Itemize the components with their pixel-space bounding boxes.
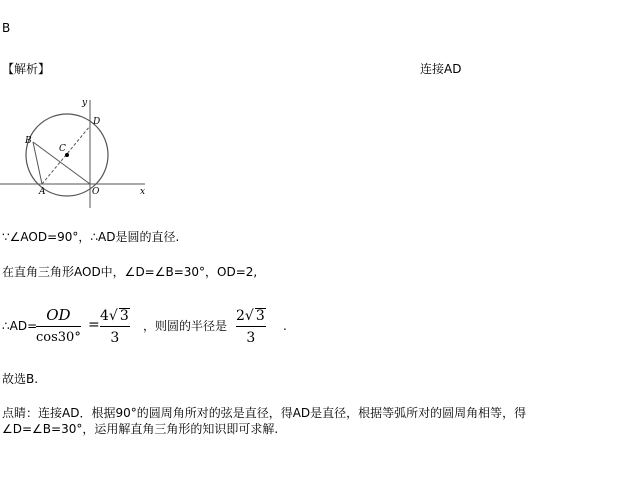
fraction-2-radicand: 3 <box>119 308 129 324</box>
segment-ab <box>33 142 42 184</box>
answer-letter: B <box>2 21 11 35</box>
connect-ad-note: 连接AD <box>420 62 462 76</box>
label-c: C <box>59 144 66 154</box>
radius-phrase: ，则圆的半径是 <box>143 319 228 333</box>
fraction-4root3-over-3 <box>100 308 130 345</box>
key-point-line-1: 点睛：连接AD．根据90°的圆周角所对的弦是直径，得AD是直径，根据等弧所对的圆周角相等，得 <box>2 406 527 420</box>
equals-sign: = <box>88 317 100 333</box>
label-o: O <box>92 187 100 197</box>
reason-line-2: 在直角三角形AOD中，∠D=∠B=30°，OD=2, <box>2 265 258 279</box>
fraction-1-denominator: cos30° <box>36 330 81 345</box>
label-a: A <box>39 187 46 197</box>
fraction-3-coefficient: 2 <box>236 308 245 324</box>
label-x: x <box>140 187 146 197</box>
fraction-3-denominator: 3 <box>246 330 256 346</box>
ad-formula-prefix: ∴AD= <box>2 319 38 333</box>
fraction-1-numerator: OD <box>46 306 71 324</box>
formula-period: . <box>283 319 287 333</box>
fraction-3-numerator: 2√ 3 <box>236 308 265 324</box>
choose-answer-line: 故选B. <box>2 372 39 386</box>
analysis-header: 【解析】 <box>2 62 51 76</box>
reason-line-1: ∵∠AOD=90°，∴AD是圆的直径. <box>2 230 180 244</box>
key-point-line-2: ∠D=∠B=30°，运用解直角三角形的知识即可求解. <box>2 422 279 436</box>
fraction-2-coefficient: 4 <box>100 308 109 324</box>
label-y: y <box>82 98 88 108</box>
fraction-2-numerator: 4√ 3 <box>100 308 129 324</box>
circle-figure <box>0 96 160 211</box>
fraction-3-radicand: 3 <box>255 308 265 324</box>
fraction-2-denominator: 3 <box>110 330 120 346</box>
fraction-2root3-over-3 <box>236 308 266 345</box>
label-d: D <box>93 117 101 127</box>
fraction-od-over-cos30 <box>36 308 81 344</box>
label-b: B <box>25 136 32 146</box>
